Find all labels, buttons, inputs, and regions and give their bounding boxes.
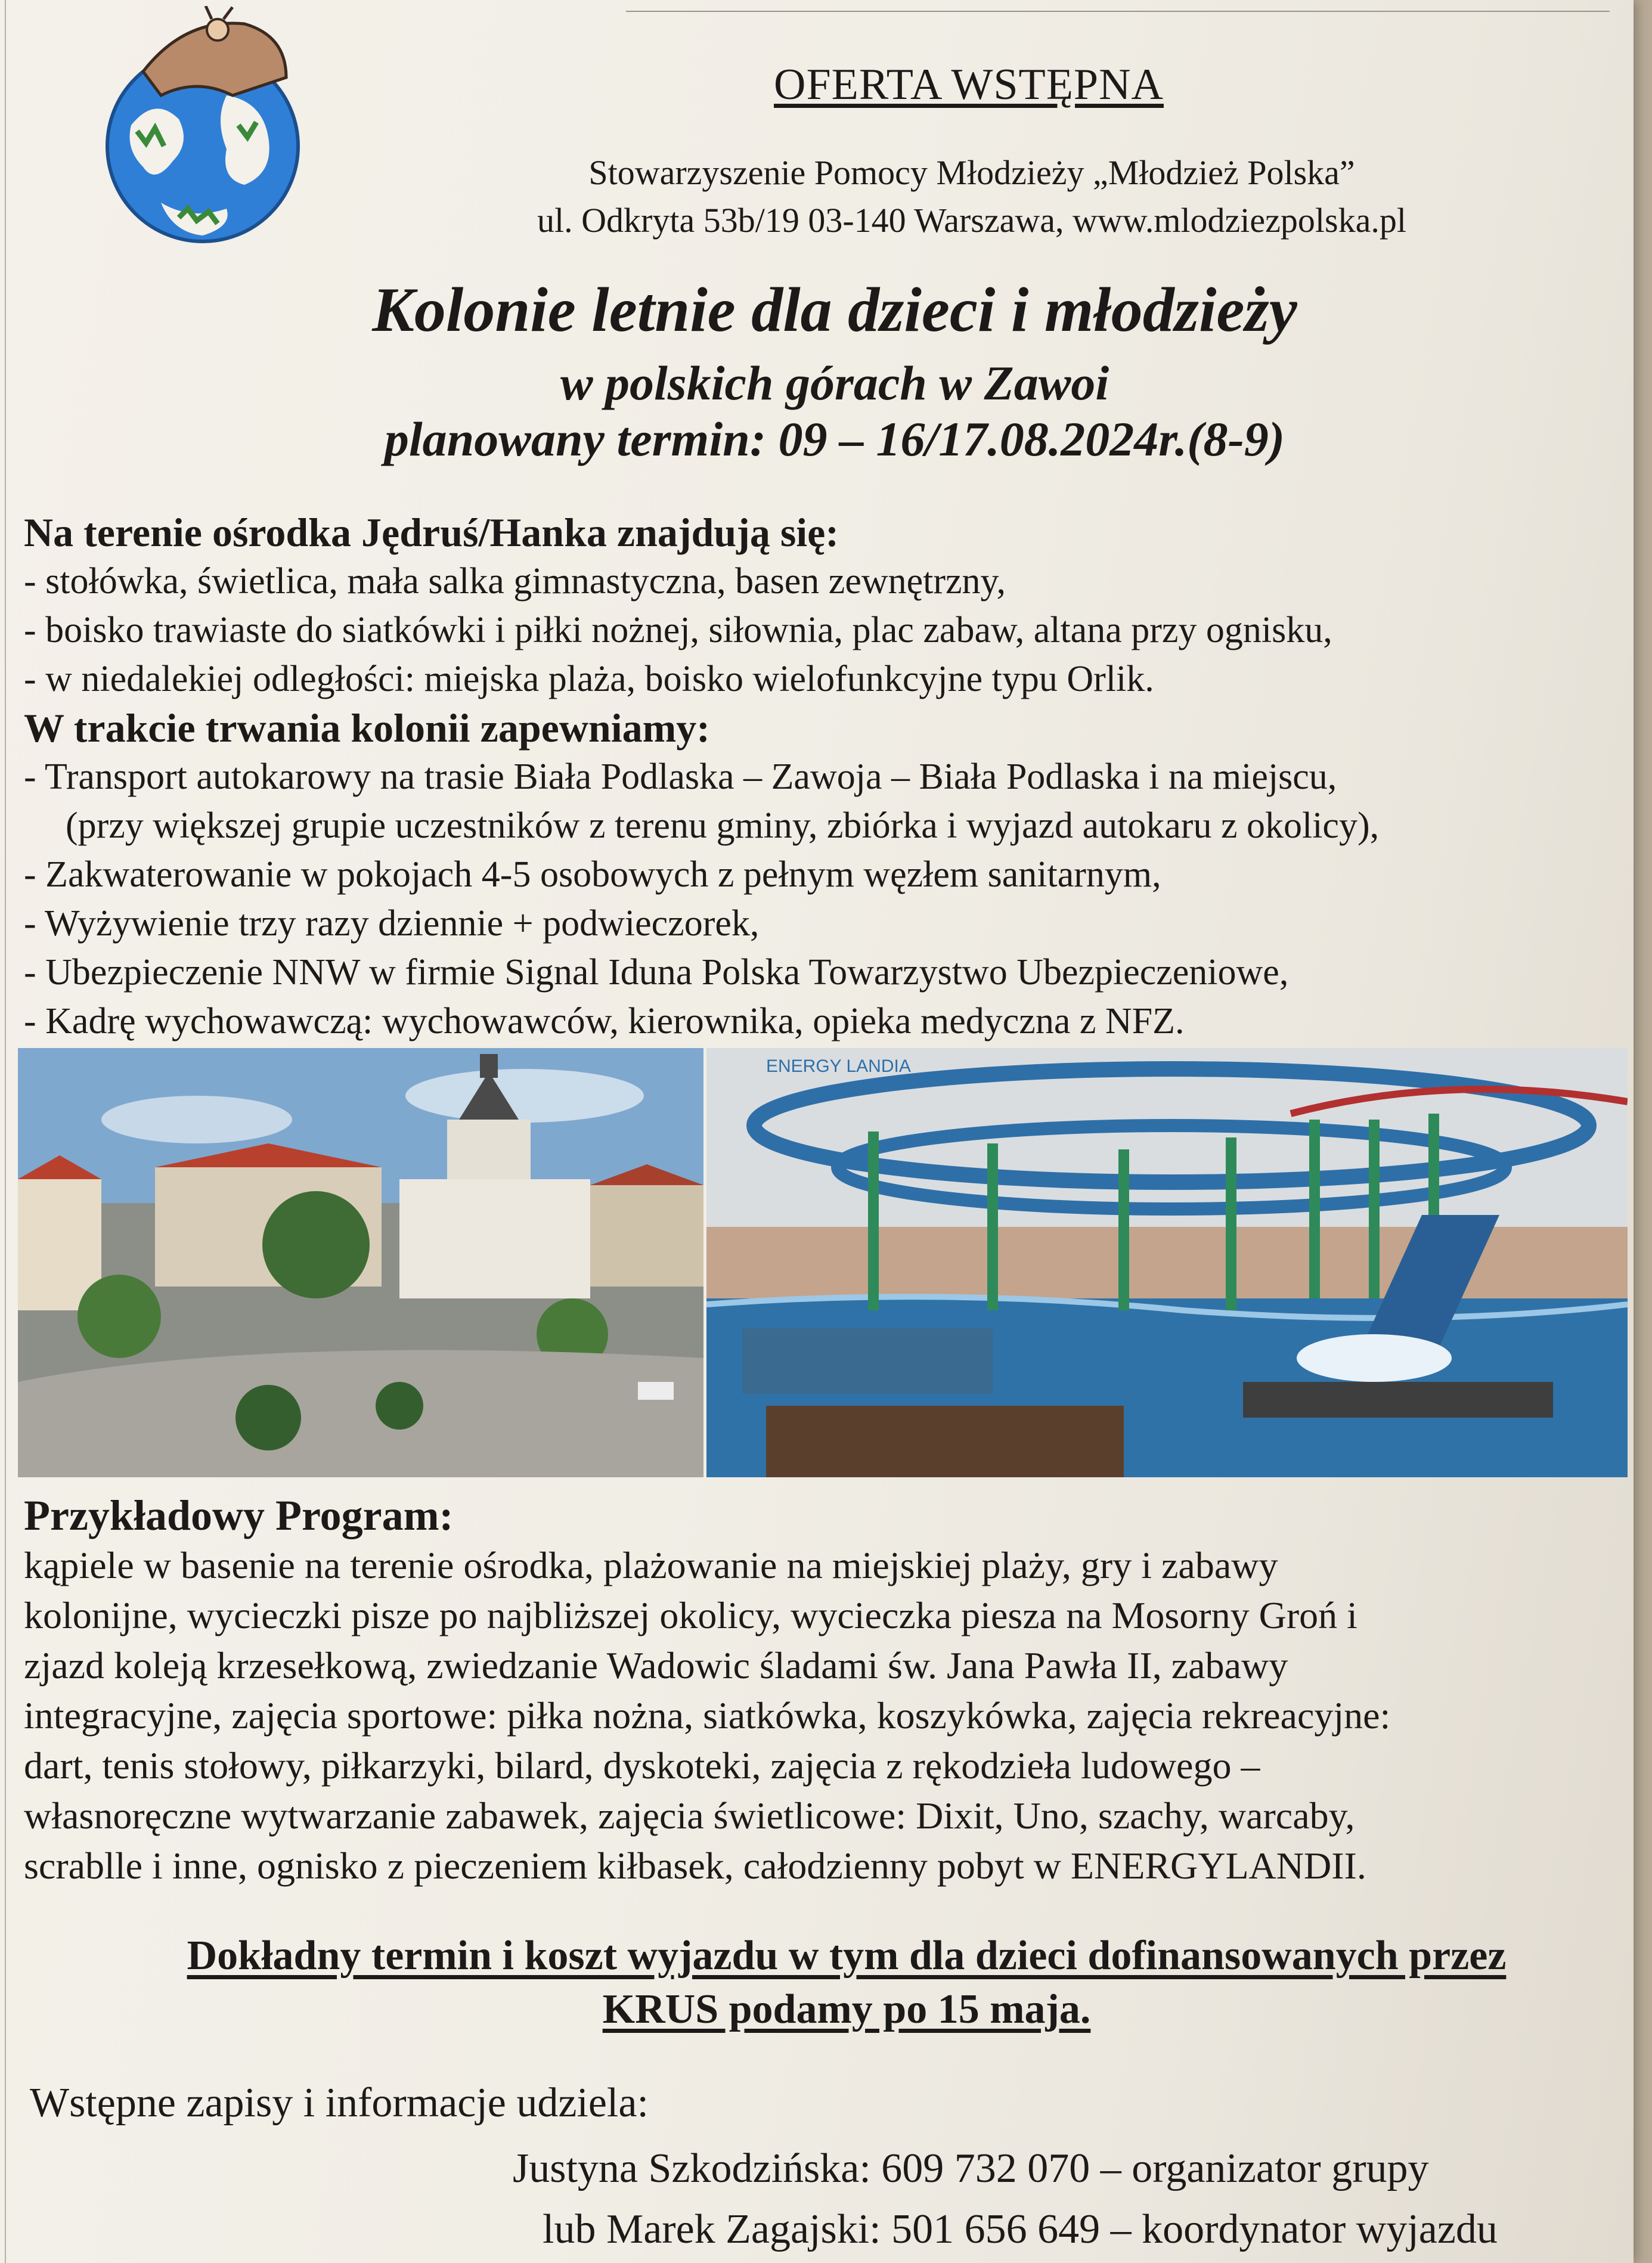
program-section — [24, 1490, 1622, 1891]
energylandia-sign: ENERGY LANDIA — [766, 1056, 911, 1076]
notice-line: Dokładny termin i koszt wyjazdu w tym dla dzieci dofinansowanych przez — [187, 1933, 1507, 1979]
program-line: własnoręczne wytwarzanie zabawek, zajęcia świetlicowe: Dixit, Uno, szachy, warcaby, — [24, 1794, 1355, 1837]
list-item: - Transport autokarowy na trasie Biała Podlaska – Zawoja – Biała Podlaska i na miejscu, — [24, 757, 1337, 797]
energylandia-coaster-photo — [706, 1048, 1628, 1477]
organization-address: ul. Odkryta 53b/19 03-140 Warszawa, www.mlodziezpolska.pl — [537, 201, 1406, 240]
list-item: - boisko trawiaste do siatkówki i piłki nożnej, siłownia, plac zabaw, altana przy ognisku, — [24, 610, 1332, 650]
program-line: dart, tenis stołowy, piłkarzyki, bilard, dyskoteki, zajęcia z rękodzieła ludowego – — [24, 1744, 1260, 1787]
organization-block — [453, 149, 1490, 244]
offer-heading: OFERTA WSTĘPNA — [774, 60, 1164, 109]
program-heading: Przykładowy Program: — [24, 1492, 454, 1539]
list-item: - Wyżywienie trzy razy dziennie + podwieczorek, — [24, 903, 760, 944]
list-item: - w niedalekiej odległości: miejska plaża, boisko wielofunkcyjne typu Orlik. — [24, 659, 1154, 699]
program-line: integracyjne, zajęcia sportowe: piłka nożna, siatkówka, koszykówka, zajęcia rekreacyjne: — [24, 1694, 1391, 1737]
program-line: kolonijne, wycieczki pisze po najbliższej okolicy, wycieczka piesza na Mosorny Groń i — [24, 1594, 1357, 1636]
contact-organizer: Justyna Szkodzińska: 609 732 070 – organizator grupy — [513, 2146, 1429, 2191]
location-subtitle: w polskich górach w Zawoi — [560, 356, 1109, 410]
list-item: - Kadrę wychowawczą: wychowawców, kierownika, opieka medyczna z NFZ. — [24, 1001, 1185, 1041]
left-edge-line — [5, 0, 6, 2263]
list-item: - stołówka, świetlica, mała salka gimnastyczna, basen zewnętrzny, — [24, 561, 1006, 602]
facilities-heading: Na terenie ośrodka Jędruś/Hanka znajdują się: — [24, 510, 839, 555]
list-item-continuation: (przy większej grupie uczestników z terenu gminy, zbiórka i wyjazd autokaru z okolicy), — [66, 805, 1380, 846]
contacts-heading: Wstępne zapisy i informacje udziela: — [30, 2080, 649, 2126]
program-line: scrablle i inne, ognisko z pieczeniem kiłbasek, całodzienny pobyt w ENERGYLANDII. — [24, 1844, 1366, 1887]
contact-coordinator: lub Marek Zagajski: 501 656 649 – koordynator wyjazdu — [543, 2206, 1498, 2252]
notice-line: KRUS podamy po 15 maja. — [602, 1986, 1091, 2032]
main-title: Kolonie letnie dla dzieci i młodzieży — [372, 275, 1297, 345]
list-item: - Zakwaterowanie w pokojach 4-5 osobowych z pełnym węzłem sanitarnym, — [24, 854, 1161, 895]
organization-name: Stowarzyszenie Pomocy Młodzieży „Młodzież Polska” — [588, 153, 1355, 192]
program-line: kąpiele w basenie na terenie ośrodka, plażowanie na miejskiej plaży, gry i zabawy — [24, 1544, 1278, 1586]
provided-heading: W trakcie trwania kolonii zapewniamy: — [24, 705, 710, 751]
notice-block — [72, 1929, 1622, 2036]
top-divider — [626, 11, 1610, 12]
globe-logo-icon — [89, 6, 316, 244]
program-line: zjazd koleją krzesełkową, zwiedzanie Wadowic śladami św. Jana Pawła II, zabawy — [24, 1644, 1288, 1687]
list-item: - Ubezpieczenie NNW w firmie Signal Iduna Polska Towarzystwo Ubezpieczeniowe, — [24, 952, 1289, 993]
planned-date: planowany termin: 09 – 16/17.08.2024r.(8-9) — [384, 412, 1285, 466]
wadowice-square-photo — [18, 1048, 703, 1477]
facilities-section — [24, 508, 1622, 1046]
